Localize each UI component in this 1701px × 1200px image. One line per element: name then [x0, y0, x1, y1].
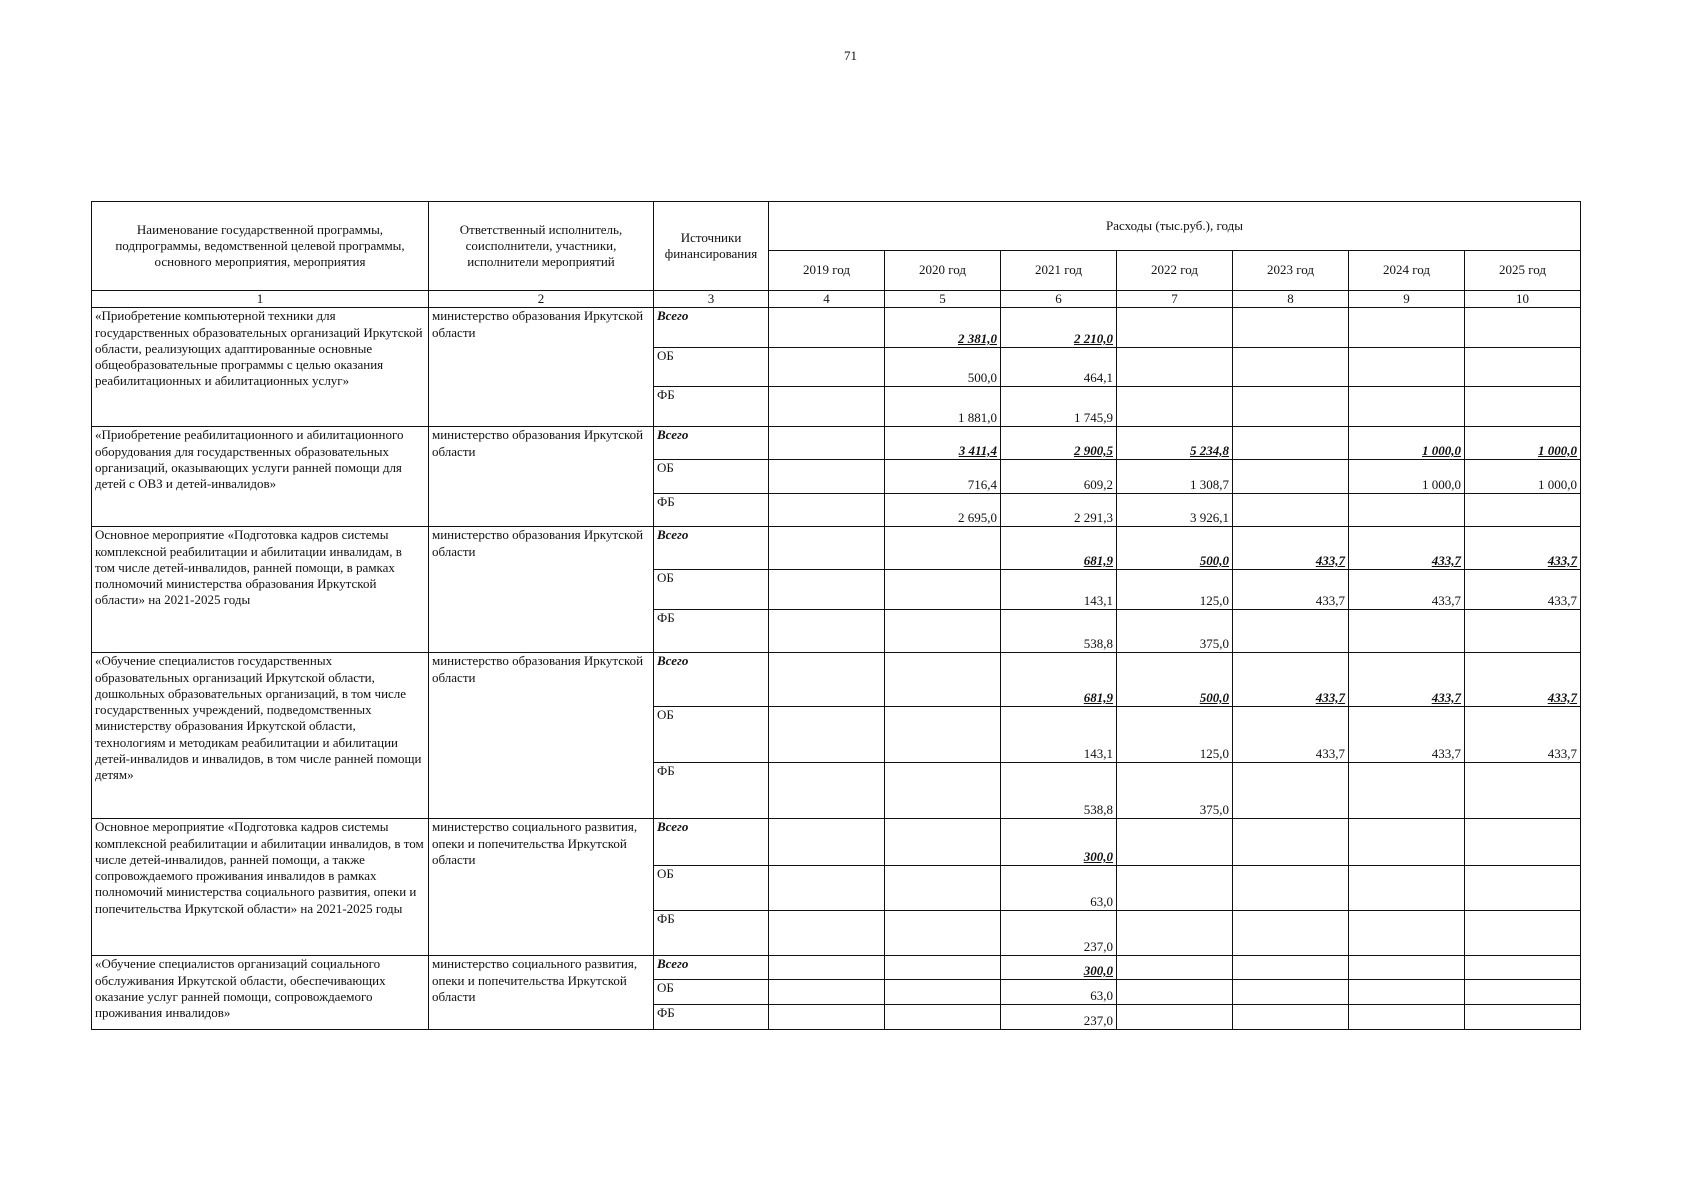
column-number: 9	[1349, 291, 1465, 308]
expense-value-cell	[1117, 348, 1233, 387]
expense-value-cell: 433,7	[1349, 570, 1465, 610]
expense-value-cell: 125,0	[1117, 570, 1233, 610]
expense-value-cell: 237,0	[1001, 1005, 1117, 1030]
table-row	[92, 308, 1581, 348]
expense-value-cell	[1117, 819, 1233, 866]
expense-value-cell: 433,7	[1233, 570, 1349, 610]
expense-value-cell	[885, 1005, 1001, 1030]
expense-value-cell	[769, 653, 885, 707]
program-expenses-table	[91, 201, 1581, 1030]
expense-value-cell: 375,0	[1117, 610, 1233, 653]
expense-value-cell	[885, 819, 1001, 866]
funding-source-cell: ОБ	[654, 980, 769, 1005]
expense-value-cell	[1117, 387, 1233, 427]
expense-value-cell	[1117, 866, 1233, 911]
header-year: 2022 год	[1117, 251, 1233, 291]
funding-source-cell: Всего	[654, 427, 769, 460]
expense-value-cell	[1349, 956, 1465, 980]
table-row	[92, 819, 1581, 866]
column-number: 1	[92, 291, 429, 308]
expense-value-cell	[1349, 866, 1465, 911]
expense-value-cell	[885, 866, 1001, 911]
expense-value-cell: 300,0	[1001, 819, 1117, 866]
expense-value-cell	[1233, 348, 1349, 387]
expense-value-cell	[769, 1005, 885, 1030]
funding-source-cell: ФБ	[654, 1005, 769, 1030]
expense-value-cell	[1233, 308, 1349, 348]
expense-value-cell	[885, 911, 1001, 956]
expense-value-cell	[1117, 911, 1233, 956]
column-number: 4	[769, 291, 885, 308]
expense-value-cell	[1465, 348, 1581, 387]
funding-source-cell: ФБ	[654, 763, 769, 819]
expense-value-cell	[1349, 911, 1465, 956]
expense-value-cell	[1465, 819, 1581, 866]
funding-source-cell: ФБ	[654, 911, 769, 956]
expense-value-cell	[1233, 387, 1349, 427]
expense-value-cell: 3 926,1	[1117, 494, 1233, 527]
header-year: 2024 год	[1349, 251, 1465, 291]
expense-value-cell	[1349, 1005, 1465, 1030]
expense-value-cell	[1465, 308, 1581, 348]
funding-source-cell: Всего	[654, 956, 769, 980]
expense-value-cell	[1349, 763, 1465, 819]
program-name-cell: Основное мероприятие «Подготовка кадров системы комплексной реабилитации и абилитации инвалидам, в том числе детей-инвалидов, ранней помощи, в рамках полномочий министерства образования Иркутской области» на 2021-2025 годы	[92, 527, 429, 653]
expense-value-cell: 1 000,0	[1465, 460, 1581, 494]
header-year: 2020 год	[885, 251, 1001, 291]
funding-source-cell: ФБ	[654, 610, 769, 653]
header-program-name: Наименование государственной программы, подпрограммы, ведомственной целевой программы, основного мероприятия, мероприятия	[92, 202, 429, 291]
expense-value-cell	[1349, 308, 1465, 348]
executor-cell: министерство социального развития, опеки и попечительства Иркутской области	[429, 819, 654, 956]
expense-value-cell: 237,0	[1001, 911, 1117, 956]
column-number: 6	[1001, 291, 1117, 308]
expense-value-cell: 1 000,0	[1349, 427, 1465, 460]
expense-value-cell	[769, 460, 885, 494]
page-number: 71	[844, 48, 857, 63]
expense-value-cell	[769, 610, 885, 653]
expense-value-cell	[1117, 956, 1233, 980]
expense-value-cell	[1465, 610, 1581, 653]
expense-value-cell	[1349, 980, 1465, 1005]
header-year: 2019 год	[769, 251, 885, 291]
funding-source-cell: ОБ	[654, 570, 769, 610]
expense-value-cell	[1233, 494, 1349, 527]
funding-source-cell: Всего	[654, 527, 769, 570]
funding-source-cell: Всего	[654, 819, 769, 866]
expense-value-cell: 433,7	[1233, 707, 1349, 763]
column-number: 5	[885, 291, 1001, 308]
expense-value-cell	[1465, 1005, 1581, 1030]
expense-value-cell: 2 291,3	[1001, 494, 1117, 527]
expense-value-cell	[1349, 610, 1465, 653]
executor-cell: министерство образования Иркутской области	[429, 653, 654, 819]
header-year: 2025 год	[1465, 251, 1581, 291]
program-name-cell: «Приобретение компьютерной техники для государственных образовательных организаций Иркутской области, реализующих адаптированные основные общеобразовательные программы с целью оказания реабилитационных и абилитационных услуг»	[92, 308, 429, 427]
table-row	[92, 956, 1581, 980]
funding-source-cell: Всего	[654, 653, 769, 707]
expense-value-cell: 63,0	[1001, 866, 1117, 911]
expense-value-cell	[769, 348, 885, 387]
expense-value-cell: 433,7	[1465, 653, 1581, 707]
expense-value-cell	[769, 866, 885, 911]
table-row	[92, 527, 1581, 570]
funding-source-cell: ФБ	[654, 387, 769, 427]
expense-value-cell	[1465, 911, 1581, 956]
expense-value-cell	[885, 707, 1001, 763]
expense-value-cell	[769, 980, 885, 1005]
executor-cell: министерство образования Иркутской области	[429, 527, 654, 653]
expense-value-cell: 500,0	[885, 348, 1001, 387]
executor-cell: министерство социального развития, опеки и попечительства Иркутской области	[429, 956, 654, 1030]
expense-value-cell: 433,7	[1349, 527, 1465, 570]
expense-value-cell: 433,7	[1233, 653, 1349, 707]
expense-value-cell: 433,7	[1349, 653, 1465, 707]
column-number: 8	[1233, 291, 1349, 308]
expense-value-cell: 125,0	[1117, 707, 1233, 763]
column-number: 10	[1465, 291, 1581, 308]
expense-value-cell: 1 308,7	[1117, 460, 1233, 494]
expense-value-cell	[1117, 980, 1233, 1005]
expense-value-cell	[769, 387, 885, 427]
expense-value-cell: 1 881,0	[885, 387, 1001, 427]
expense-value-cell: 464,1	[1001, 348, 1117, 387]
header-year: 2021 год	[1001, 251, 1117, 291]
expense-value-cell	[1233, 866, 1349, 911]
table-row	[92, 427, 1581, 460]
expense-value-cell: 609,2	[1001, 460, 1117, 494]
column-number: 2	[429, 291, 654, 308]
expense-value-cell	[885, 980, 1001, 1005]
expense-value-cell	[1233, 460, 1349, 494]
expense-value-cell	[885, 956, 1001, 980]
header-funding-sources: Источники финансирования	[654, 202, 769, 291]
expense-value-cell	[1465, 866, 1581, 911]
expense-value-cell	[1349, 387, 1465, 427]
expense-value-cell	[1465, 763, 1581, 819]
expense-value-cell: 500,0	[1117, 653, 1233, 707]
expense-value-cell: 63,0	[1001, 980, 1117, 1005]
expense-value-cell: 375,0	[1117, 763, 1233, 819]
expense-value-cell	[769, 494, 885, 527]
program-name-cell: «Приобретение реабилитационного и абилитационного оборудования для государственных образовательных организаций, оказывающих услуги ранней помощи для детей с ОВЗ и детей-инвалидов»	[92, 427, 429, 527]
expense-value-cell	[1465, 387, 1581, 427]
expense-value-cell	[1233, 427, 1349, 460]
expense-value-cell: 433,7	[1465, 707, 1581, 763]
expense-value-cell	[1465, 494, 1581, 527]
funding-source-cell: Всего	[654, 308, 769, 348]
executor-cell: министерство образования Иркутской области	[429, 308, 654, 427]
expense-value-cell	[769, 819, 885, 866]
expense-value-cell	[1233, 610, 1349, 653]
expense-value-cell: 5 234,8	[1117, 427, 1233, 460]
expense-value-cell	[1465, 980, 1581, 1005]
funding-source-cell: ОБ	[654, 460, 769, 494]
expense-value-cell: 1 000,0	[1349, 460, 1465, 494]
expense-value-cell	[769, 763, 885, 819]
expense-value-cell: 681,9	[1001, 653, 1117, 707]
expense-value-cell: 433,7	[1349, 707, 1465, 763]
expense-value-cell: 2 695,0	[885, 494, 1001, 527]
table-header	[92, 202, 1581, 308]
expense-value-cell	[1465, 956, 1581, 980]
expense-value-cell	[1349, 348, 1465, 387]
expense-value-cell: 2 900,5	[1001, 427, 1117, 460]
column-number: 7	[1117, 291, 1233, 308]
header-expenses: Расходы (тыс.руб.), годы	[769, 202, 1581, 251]
header-year: 2023 год	[1233, 251, 1349, 291]
expense-value-cell	[885, 763, 1001, 819]
expense-value-cell	[1233, 956, 1349, 980]
expense-value-cell	[885, 653, 1001, 707]
expense-value-cell	[885, 570, 1001, 610]
expense-value-cell	[769, 956, 885, 980]
table-row	[92, 653, 1581, 707]
expense-value-cell: 143,1	[1001, 707, 1117, 763]
expense-value-cell: 433,7	[1465, 570, 1581, 610]
funding-source-cell: ОБ	[654, 348, 769, 387]
expense-value-cell: 433,7	[1233, 527, 1349, 570]
expense-value-cell: 716,4	[885, 460, 1001, 494]
funding-source-cell: ФБ	[654, 494, 769, 527]
expense-value-cell: 681,9	[1001, 527, 1117, 570]
expense-value-cell: 2 381,0	[885, 308, 1001, 348]
expense-value-cell	[1117, 1005, 1233, 1030]
expense-value-cell	[885, 610, 1001, 653]
expense-value-cell: 2 210,0	[1001, 308, 1117, 348]
program-name-cell: Основное мероприятие «Подготовка кадров системы комплексной реабилитации и абилитации инвалидов, в том числе детей-инвалидов, ранней помощи, а также сопровождаемого проживания инвалидов в рамках полномочий министерства социального развития, опеки и попечительства Иркутской области» на 2021-2025 годы	[92, 819, 429, 956]
expense-value-cell	[885, 527, 1001, 570]
expense-value-cell	[769, 527, 885, 570]
table-body	[92, 308, 1581, 1030]
expense-value-cell	[769, 570, 885, 610]
program-name-cell: «Обучение специалистов государственных образовательных организаций Иркутской области, дошкольных образовательных организаций, в том числе государственных учреждений, подведомственных министерству образования Иркутской области, технологиям и методикам реабилитации и абилитации детей-инвалидов и инвалидов, в том числе ранней помощи детям»	[92, 653, 429, 819]
executor-cell: министерство образования Иркутской области	[429, 427, 654, 527]
expense-value-cell	[1233, 1005, 1349, 1030]
funding-source-cell: ОБ	[654, 707, 769, 763]
expense-value-cell: 538,8	[1001, 610, 1117, 653]
expense-value-cell	[769, 911, 885, 956]
expense-value-cell	[1349, 819, 1465, 866]
expense-value-cell: 500,0	[1117, 527, 1233, 570]
column-number: 3	[654, 291, 769, 308]
expense-value-cell	[1233, 911, 1349, 956]
expense-value-cell	[1233, 980, 1349, 1005]
expense-value-cell	[1233, 819, 1349, 866]
expense-value-cell	[769, 427, 885, 460]
expense-value-cell	[1117, 308, 1233, 348]
expense-value-cell	[1233, 763, 1349, 819]
expense-value-cell: 433,7	[1465, 527, 1581, 570]
expense-value-cell	[769, 707, 885, 763]
program-name-cell: «Обучение специалистов организаций социального обслуживания Иркутской области, обеспечивающих оказание услуг ранней помощи, сопровождаемого проживания инвалидов»	[92, 956, 429, 1030]
expense-value-cell: 143,1	[1001, 570, 1117, 610]
expense-value-cell: 1 745,9	[1001, 387, 1117, 427]
funding-source-cell: ОБ	[654, 866, 769, 911]
expense-value-cell: 300,0	[1001, 956, 1117, 980]
expense-value-cell: 538,8	[1001, 763, 1117, 819]
expense-value-cell: 1 000,0	[1465, 427, 1581, 460]
expense-value-cell	[1349, 494, 1465, 527]
expense-value-cell	[769, 308, 885, 348]
header-executor: Ответственный исполнитель, соисполнители, участники, исполнители мероприятий	[429, 202, 654, 291]
expense-value-cell: 3 411,4	[885, 427, 1001, 460]
